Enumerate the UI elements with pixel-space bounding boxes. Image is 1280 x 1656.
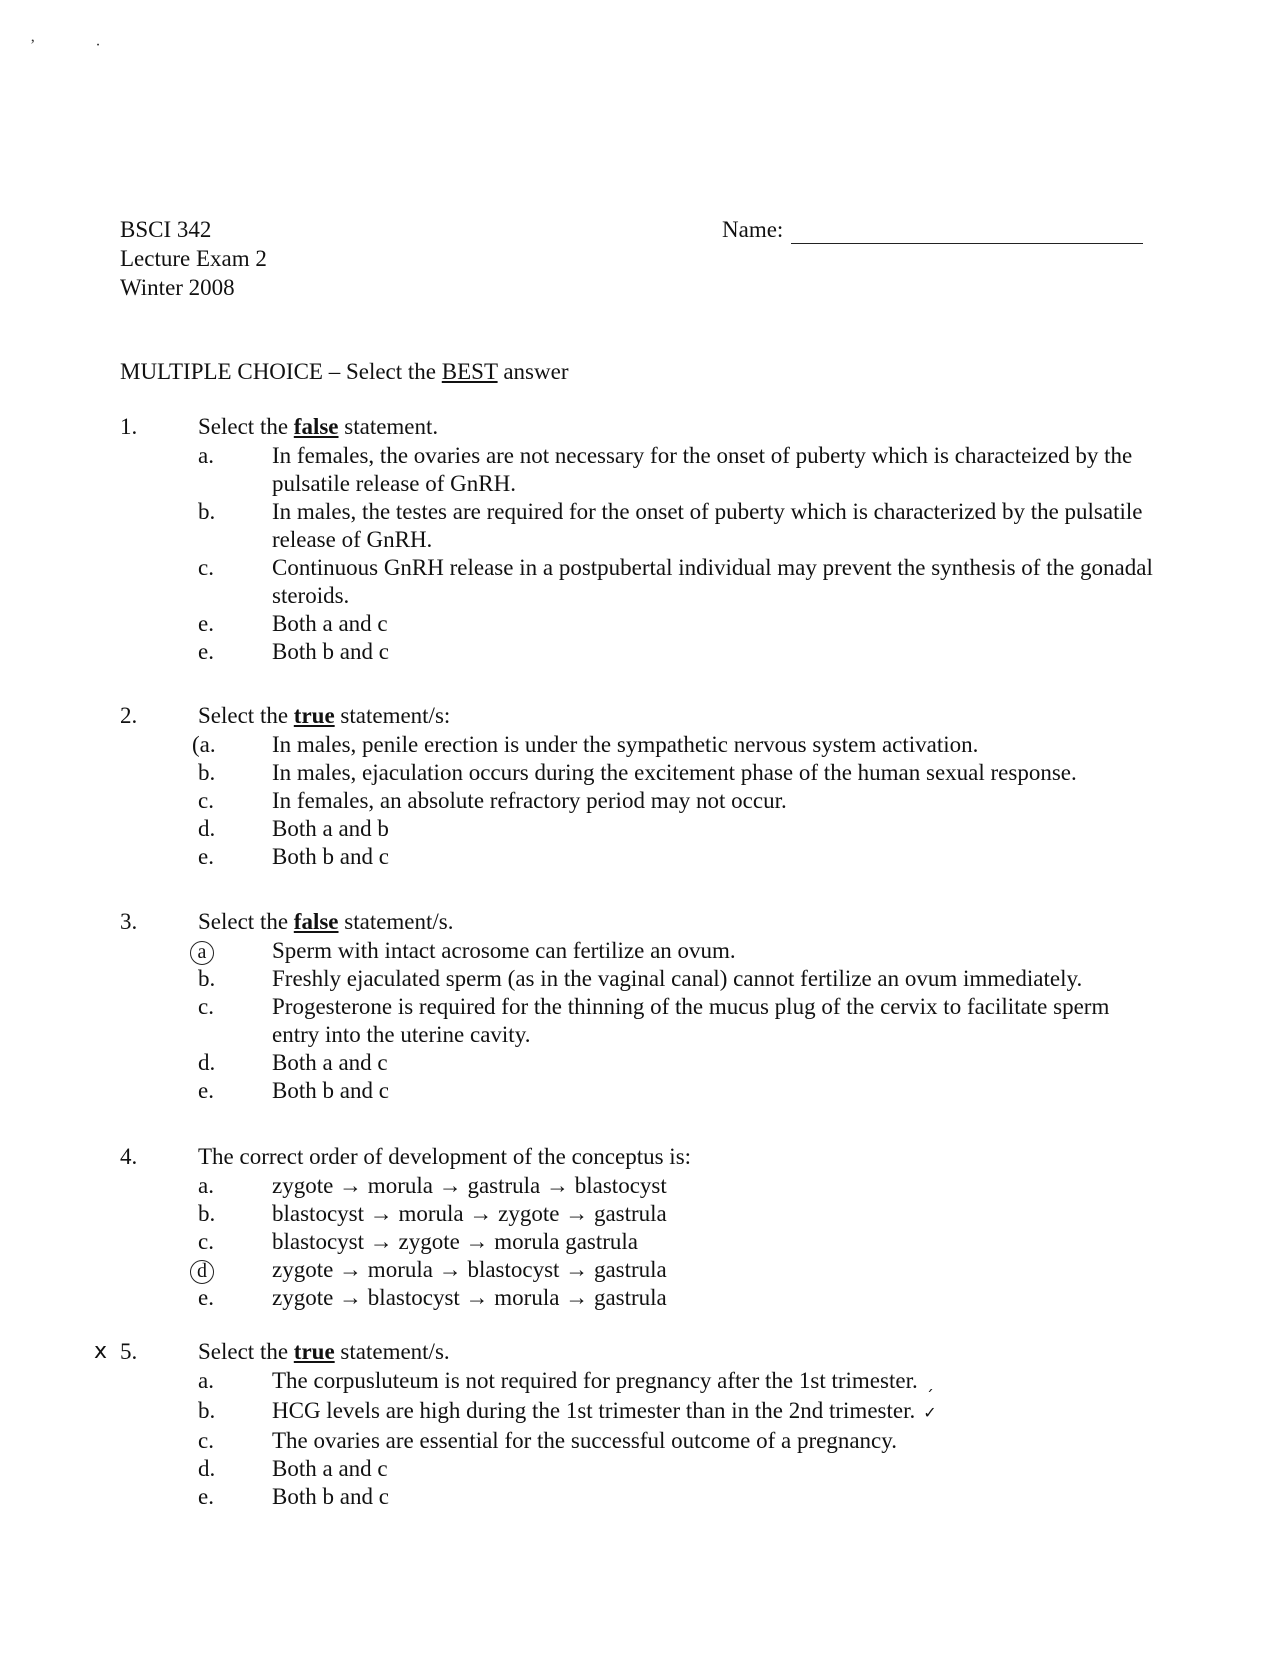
exam-term: Winter 2008: [120, 275, 235, 300]
option: [120, 1367, 1160, 1397]
option-letter: a.: [198, 1173, 214, 1198]
option-letter: b.: [198, 966, 216, 991]
option: [120, 638, 1160, 666]
instructions-emphasis: BEST: [441, 359, 498, 384]
option-letter: (a.: [192, 732, 216, 757]
question-number: 1.: [120, 414, 138, 439]
stem-suffix: statement/s:: [334, 703, 451, 728]
option-letter: b.: [198, 1201, 216, 1226]
question-stem: [120, 702, 1160, 731]
option: [120, 1200, 1160, 1228]
option: [120, 843, 1160, 871]
option-letter: b.: [198, 1398, 216, 1423]
question-stem: [120, 413, 1160, 442]
option-text: Freshly ejaculated sperm (as in the vaginal canal) cannot fertilize an ovum immediately.: [272, 966, 1083, 991]
option: [120, 1077, 1160, 1105]
option-letter: c.: [198, 1229, 214, 1254]
question-5: [94, 1338, 1160, 1511]
option-text: Both b and c: [272, 1078, 389, 1103]
question-3: [120, 908, 1160, 1105]
course-code: BSCI 342: [120, 217, 212, 242]
option-text: zygote → morula → gastrula → blastocyst: [272, 1173, 667, 1198]
option: [120, 815, 1160, 843]
question-stem: [94, 1338, 1160, 1367]
option-letter: d.: [198, 816, 216, 841]
option: [120, 787, 1160, 815]
option-letter: e.: [198, 639, 214, 664]
question-number: 5.: [120, 1339, 138, 1364]
question-number: 3.: [120, 909, 138, 934]
circled-answer-mark: d: [190, 1260, 214, 1284]
option-text: Sperm with intact acrosome can fertilize an ovum.: [272, 938, 736, 963]
option: [120, 759, 1160, 787]
option: [120, 965, 1160, 993]
option-letter: e.: [198, 1078, 214, 1103]
instructions: [120, 358, 568, 386]
option: [120, 993, 1160, 1049]
name-label: Name:: [722, 217, 784, 242]
option-letter: a.: [198, 1368, 214, 1393]
scan-marks: ’·: [30, 37, 161, 54]
option-letter: e.: [198, 611, 214, 636]
option: [120, 498, 1160, 554]
stem-suffix: statement/s.: [334, 1339, 450, 1364]
option-text: Both a and c: [272, 611, 388, 636]
circled-answer-mark: a: [190, 941, 214, 965]
option-letter: [190, 937, 230, 965]
option-letter: c.: [198, 1428, 214, 1453]
option-letter: c.: [198, 994, 214, 1019]
option-text: In males, ejaculation occurs during the excitement phase of the human sexual response.: [272, 760, 1077, 785]
option: [120, 1397, 1160, 1427]
stem-prefix: Select the: [198, 414, 294, 439]
option-letter-text: a.: [199, 732, 216, 757]
option-text: Progesterone is required for the thinning of the mucus plug of the cervix to facilitate sperm entry into the uterine cavity.: [272, 994, 1110, 1047]
stem-emphasis: true: [293, 1339, 335, 1364]
option-text: Both a and c: [272, 1050, 388, 1075]
handwritten-tick-mark: ˏ: [925, 1373, 934, 1392]
stem-prefix: Select the: [198, 909, 294, 934]
question-number: 2.: [120, 703, 138, 728]
name-field: [722, 216, 1143, 244]
option: [120, 1049, 1160, 1077]
option-text: In males, penile erection is under the sympathetic nervous system activation.: [272, 732, 979, 757]
course-header: [120, 216, 420, 303]
option: [120, 731, 1160, 759]
option-letter: a.: [198, 443, 214, 468]
question-2: [120, 702, 1160, 871]
option-letter: [190, 1256, 230, 1284]
option-letter: d.: [198, 1456, 216, 1481]
handwritten-check-mark: ✓: [923, 1403, 937, 1422]
option-text: The corpusluteum is not required for pregnancy after the 1st trimester.: [272, 1368, 918, 1393]
option-text: The ovaries are essential for the successful outcome of a pregnancy.: [272, 1428, 897, 1453]
option: [120, 937, 1160, 965]
option-text: Both b and c: [272, 639, 389, 664]
option-letter: b.: [198, 760, 216, 785]
option-letter: e.: [198, 1285, 214, 1310]
question-number: 4.: [120, 1144, 138, 1169]
option: [120, 1172, 1160, 1200]
stem-prefix: Select the: [198, 703, 294, 728]
question-1: [120, 413, 1160, 666]
question-4: [120, 1143, 1160, 1312]
option-text: zygote → blastocyst → morula → gastrula: [272, 1285, 667, 1310]
option-text: In males, the testes are required for the onset of puberty which is characterized by the pulsatile release of GnRH.: [272, 499, 1143, 552]
option-letter: c.: [198, 788, 214, 813]
exam-title: Lecture Exam 2: [120, 246, 267, 271]
option: [120, 1284, 1160, 1312]
option-text: Both a and b: [272, 816, 389, 841]
option-letter: e.: [198, 1484, 214, 1509]
option-text: blastocyst → zygote → morula gastrula: [272, 1229, 639, 1254]
stem-suffix: statement.: [338, 414, 439, 439]
option-letter: e.: [198, 844, 214, 869]
option-letter: d.: [198, 1050, 216, 1075]
stem-emphasis: false: [293, 414, 339, 439]
handwritten-x-mark: x: [94, 1339, 108, 1364]
question-stem: [120, 908, 1160, 937]
instructions-suffix: answer: [497, 359, 569, 384]
option-text: Both b and c: [272, 1484, 389, 1509]
option: [120, 1256, 1160, 1284]
option-text: blastocyst → morula → zygote → gastrula: [272, 1201, 667, 1226]
option: [120, 1483, 1160, 1511]
option: [120, 1427, 1160, 1455]
option: [120, 1228, 1160, 1256]
option: [120, 554, 1160, 610]
stem-suffix: statement/s.: [338, 909, 454, 934]
option: [120, 442, 1160, 498]
stem-text: The correct order of development of the conceptus is:: [198, 1144, 692, 1169]
option-text: In females, the ovaries are not necessary for the onset of puberty which is characteized by the pulsatile release of GnRH.: [272, 443, 1133, 496]
option-text: In females, an absolute refractory period may not occur.: [272, 788, 787, 813]
option-text: zygote → morula → blastocyst → gastrula: [272, 1257, 667, 1282]
option-text: Both b and c: [272, 844, 389, 869]
option-text: Continuous GnRH release in a postpubertal individual may prevent the synthesis of the gonadal steroids.: [272, 555, 1153, 608]
option: [120, 610, 1160, 638]
stem-emphasis: false: [293, 909, 339, 934]
option: [120, 1455, 1160, 1483]
option-letter: b.: [198, 499, 216, 524]
instructions-prefix: MULTIPLE CHOICE – Select the: [120, 359, 442, 384]
option-text: Both a and c: [272, 1456, 388, 1481]
option-text: HCG levels are high during the 1st trimester than in the 2nd trimester.: [272, 1398, 916, 1423]
stem-prefix: Select the: [198, 1339, 294, 1364]
name-blank-line: [791, 223, 1143, 244]
option-letter: c.: [198, 555, 214, 580]
question-stem: [120, 1143, 1160, 1172]
stem-emphasis: true: [293, 703, 335, 728]
